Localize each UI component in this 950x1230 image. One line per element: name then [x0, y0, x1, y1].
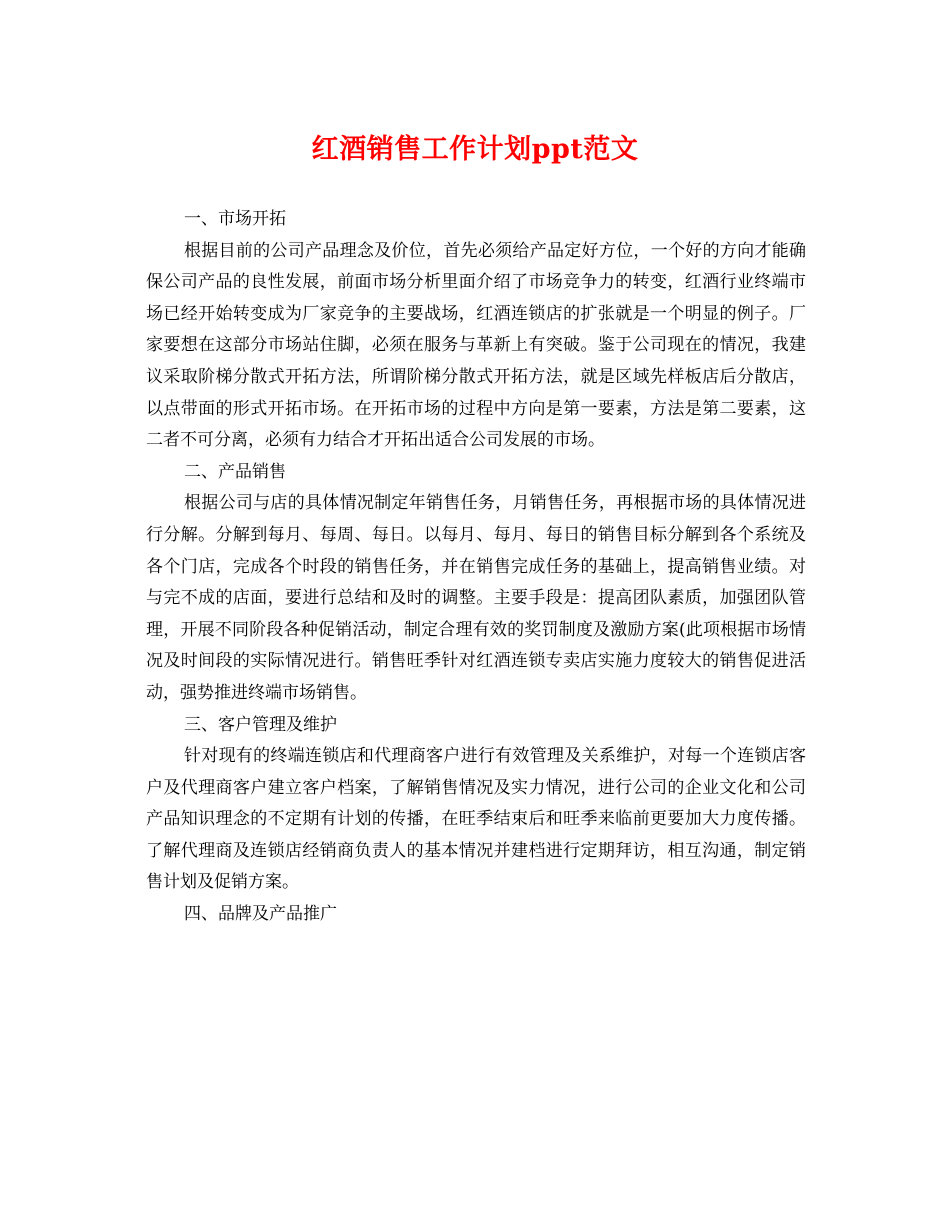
document-body	[146, 204, 806, 931]
section-heading-customer-management: 三、客户管理及维护	[184, 714, 337, 735]
section-body-product-sales: 根据公司与店的具体情况制定年销售任务，月销售任务，再根据市场的具体情况进行分解。分解到每月、每周、每日。以每月、每月、每日的销售目标分解到各个系统及各个门店，完成各个时段的销售任务，并在销售完成任务的基础上，提高销售业绩。对与完不成的店面，要进行总结和及时的调整。主要手段是：提高团队素质，加强团队管理，开展不同阶段各种促销活动，制定合理有效的奖罚制度及激励方案(此项根据市场情况及时间段的实际情况进行。销售旺季针对红酒连锁专卖店实施力度较大的销售促进活动，强势推进终端市场销售。	[146, 493, 806, 703]
section-heading-product-sales: 二、产品销售	[184, 461, 286, 482]
section-body-market-development: 根据目前的公司产品理念及价位，首先必须给产品定好方位，一个好的方向才能确保公司产品的良性发展，前面市场分析里面介绍了市场竞争力的转变，红酒行业终端市场已经开始转变成为厂家竞争的主要战场，红酒连锁店的扩张就是一个明显的例子。厂家要想在这部分市场站住脚，必须在服务与革新上有突破。鉴于公司现在的情况，我建议采取阶梯分散式开拓方法，所谓阶梯分散式开拓方法，就是区域先样板店后分散店，以点带面的形式开拓市场。在开拓市场的过程中方向是第一要素，方法是第二要素，这二者不可分离，必须有力结合才开拓出适合公司发展的市场。	[146, 240, 806, 451]
section-body-customer-management: 针对现有的终端连锁店和代理商客户进行有效管理及关系维护，对每一个连锁店客户及代理商客户建立客户档案，了解销售情况及实力情况，进行公司的企业文化和公司产品知识理念的不定期有计划的传播，在旺季结束后和旺季来临前更要加大力度传播。了解代理商及连锁店经销商负责人的基本情况并建档进行定期拜访，相互沟通，制定销售计划及促销方案。	[146, 746, 806, 893]
section-heading-market-development: 一、市场开拓	[184, 209, 286, 229]
section-heading-brand-promotion: 四、品牌及产品推广	[184, 904, 337, 925]
document-title: 红酒销售工作计划ppt范文	[311, 134, 639, 165]
